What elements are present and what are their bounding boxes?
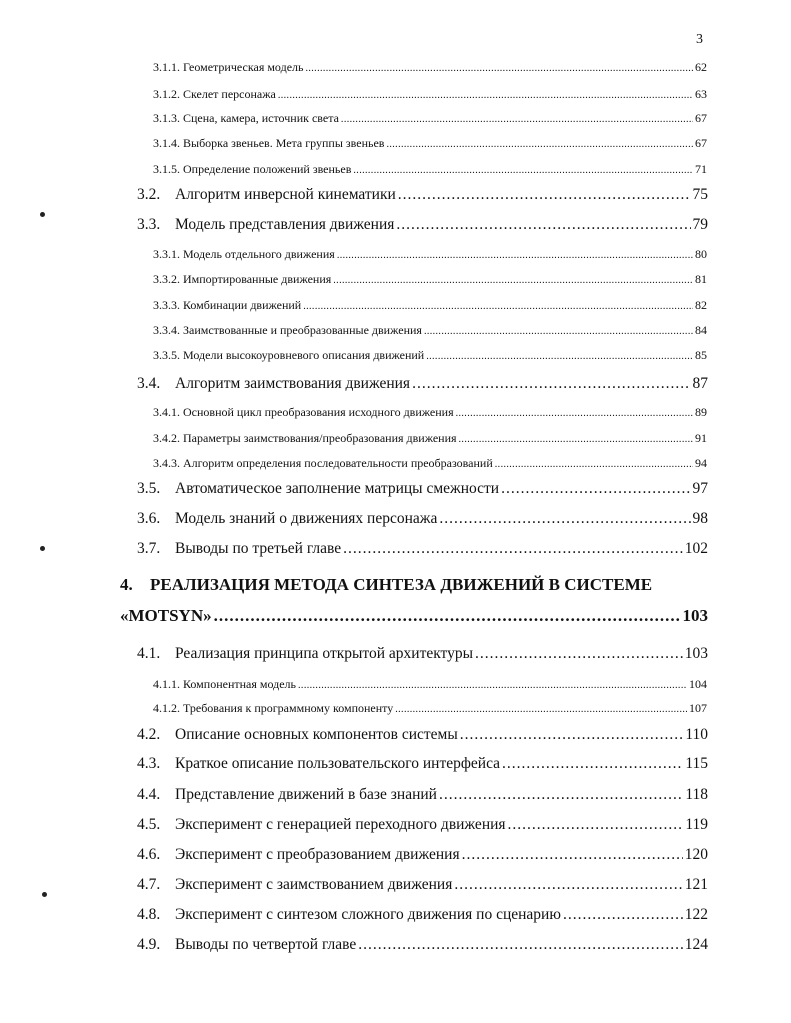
toc-number: 4.1.1. [153, 677, 180, 691]
toc-entry-4-6[interactable] [137, 846, 708, 864]
toc-number: 3.5. [137, 480, 161, 497]
toc-title: Алгоритм определения последовательности преобразований [183, 456, 493, 470]
scan-mark [40, 546, 45, 551]
toc-number: 3.1.5. [153, 162, 180, 176]
toc-number: 4.8. [137, 906, 161, 923]
toc-number: 4.3. [137, 755, 161, 772]
toc-entry-4-1-2[interactable] [153, 701, 707, 716]
toc-number: 3.3.3. [153, 298, 180, 312]
toc-entry-3-5[interactable] [137, 480, 708, 498]
toc-entry-3-4-3[interactable] [153, 456, 707, 471]
toc-page: 89 [695, 405, 707, 419]
toc-title: Геометрическая модель [183, 60, 304, 74]
dot-leader [456, 405, 693, 420]
toc-title: РЕАЛИЗАЦИЯ МЕТОДА СИНТЕЗА ДВИЖЕНИЙ В СИСТЕМЕ [150, 575, 653, 594]
toc-page: 110 [685, 726, 708, 743]
page-number: 3 [696, 32, 703, 47]
toc-number: 3.1.2. [153, 87, 180, 101]
toc-page: 103 [682, 606, 708, 625]
toc-title: Эксперимент с преобразованием движения [175, 846, 460, 863]
toc-entry-3-3-2[interactable] [153, 272, 707, 287]
toc-number: 4.1.2. [153, 701, 180, 715]
toc-title: Выводы по четвертой главе [175, 936, 357, 953]
dot-leader [459, 431, 693, 446]
toc-page: 85 [695, 348, 707, 362]
toc-title: Модели высокоуровневого описания движений [183, 348, 425, 362]
dot-leader [341, 111, 693, 126]
toc-page: 119 [685, 816, 708, 833]
toc-title: Модель отдельного движения [183, 247, 335, 261]
dot-leader [460, 726, 684, 744]
toc-page: 97 [692, 480, 708, 497]
dot-leader [439, 786, 683, 804]
toc-entry-3-1-4[interactable] [153, 136, 707, 151]
toc-number: 3.3.4. [153, 323, 180, 337]
scan-mark [40, 212, 45, 217]
toc-entry-4-5[interactable] [137, 816, 708, 834]
toc-page: 75 [692, 186, 708, 203]
dot-leader [508, 816, 684, 834]
toc-title: Краткое описание пользовательского интерфейса [175, 755, 501, 772]
toc-number: 4.4. [137, 786, 161, 803]
toc-number: 4.7. [137, 876, 161, 893]
toc-title: Представление движений в базе знаний [175, 786, 437, 803]
toc-number: 3.6. [137, 510, 161, 527]
toc-title: Эксперимент с синтезом сложного движения по сценарию [175, 906, 561, 923]
dot-leader [462, 846, 683, 864]
toc-number: 3.3.1. [153, 247, 180, 261]
toc-page: 103 [684, 645, 708, 662]
dot-leader [303, 298, 693, 313]
toc-entry-4[interactable] [120, 606, 708, 626]
toc-number: 3.1.4. [153, 136, 180, 150]
dot-leader [343, 540, 683, 558]
toc-page: 91 [695, 431, 707, 445]
toc-entry-3-1-1[interactable] [153, 60, 707, 75]
toc-title: Эксперимент с генерацией переходного движения [175, 816, 506, 833]
toc-number: 3.3.2. [153, 272, 180, 286]
dot-leader [501, 480, 690, 498]
toc-page: 107 [689, 701, 707, 715]
toc-title: Определение положений звеньев [183, 162, 352, 176]
toc-title: Сцена, камера, источник света [183, 111, 339, 125]
toc-number: 3.1.1. [153, 60, 180, 74]
dot-leader [454, 876, 682, 894]
toc-page: 102 [684, 540, 708, 557]
toc-title: Эксперимент с заимствованием движения [175, 876, 453, 893]
toc-entry-3-1-5[interactable] [153, 162, 707, 177]
toc-page: 124 [684, 936, 708, 953]
toc-number: 4.5. [137, 816, 161, 833]
dot-leader [412, 375, 690, 393]
toc-page: 122 [684, 906, 708, 923]
dot-leader [424, 323, 693, 338]
toc-entry-3-3-3[interactable] [153, 298, 707, 313]
toc-title: Заимствованные и преобразованные движения [183, 323, 422, 337]
toc-title: Компонентная модель [183, 677, 297, 691]
toc-page: 79 [692, 216, 708, 233]
dot-leader [439, 510, 690, 528]
toc-title: Реализация принципа открытой архитектуры [175, 645, 474, 662]
toc-title-continued: «MOTSYN» [120, 606, 212, 625]
dot-leader [386, 136, 693, 151]
toc-number: 3.3.5. [153, 348, 180, 362]
toc-entry-3-4-2[interactable] [153, 431, 707, 446]
toc-page: 84 [695, 323, 707, 337]
toc-page: 71 [695, 162, 707, 176]
toc-page: 80 [695, 247, 707, 261]
toc-entry-4-4[interactable] [137, 786, 708, 804]
toc-entry-3-3-4[interactable] [153, 323, 707, 338]
toc-entry-4-8[interactable] [137, 906, 708, 924]
dot-leader [426, 348, 693, 363]
toc-page: 62 [695, 60, 707, 74]
dot-leader [278, 87, 693, 102]
dot-leader [337, 247, 693, 262]
toc-title: Выборка звеньев. Мета группы звеньев [183, 136, 385, 150]
dot-leader [353, 162, 693, 177]
toc-page: 67 [695, 111, 707, 125]
dot-leader [358, 936, 683, 954]
toc-entry-4-9[interactable] [137, 936, 708, 954]
toc-page: 87 [692, 375, 708, 392]
toc-number: 3.4.1. [153, 405, 180, 419]
toc-page: 67 [695, 136, 707, 150]
toc-number: 3.4.3. [153, 456, 180, 470]
dot-leader [333, 272, 693, 287]
dot-leader [214, 606, 681, 626]
toc-page: 82 [695, 298, 707, 312]
toc-entry-3-2[interactable] [137, 186, 708, 204]
toc-title: Комбинации движений [183, 298, 302, 312]
toc-title: Описание основных компонентов системы [175, 726, 458, 743]
dot-leader [305, 60, 693, 75]
toc-entry-3-4[interactable] [137, 375, 708, 393]
toc-title: Импортированные движения [183, 272, 332, 286]
toc-title: Модель представления движения [175, 216, 395, 233]
toc-title: Алгоритм инверсной кинематики [175, 186, 396, 203]
toc-page: 94 [695, 456, 707, 470]
toc-entry-3-3-1[interactable] [153, 247, 707, 262]
toc-page: 118 [685, 786, 708, 803]
dot-leader [563, 906, 683, 924]
toc-number: 4.2. [137, 726, 161, 743]
toc-title: Модель знаний о движениях персонажа [175, 510, 438, 527]
dot-leader [495, 456, 693, 471]
dot-leader [395, 701, 687, 716]
dot-leader [398, 186, 691, 204]
toc-page: 98 [692, 510, 708, 527]
toc-number: 4.6. [137, 846, 161, 863]
toc-title: Выводы по третьей главе [175, 540, 342, 557]
dot-leader [396, 216, 690, 234]
toc-entry-3-1-3[interactable] [153, 111, 707, 126]
toc-title: Алгоритм заимствования движения [175, 375, 411, 392]
toc-entry-3-1-2[interactable] [153, 87, 707, 102]
toc-entry-3-3-5[interactable] [153, 348, 707, 363]
toc-page: 115 [685, 755, 708, 772]
toc-entry-4-1-1[interactable] [153, 677, 707, 692]
toc-page: 120 [684, 846, 708, 863]
toc-entry-4-2[interactable] [137, 726, 708, 744]
toc-number: 3.3. [137, 216, 161, 233]
toc-number: 4. [120, 575, 133, 594]
toc-page: 81 [695, 272, 707, 286]
toc-number: 3.2. [137, 186, 161, 203]
toc-chapter-4-title[interactable] [120, 575, 652, 595]
scan-mark [42, 892, 47, 897]
toc-entry-4-1[interactable] [137, 645, 708, 663]
toc-title: Автоматическое заполнение матрицы смежности [175, 480, 500, 497]
dot-leader [298, 677, 687, 692]
toc-number: 3.4. [137, 375, 161, 392]
toc-title: Основной цикл преобразования исходного движения [183, 405, 454, 419]
toc-page: 121 [684, 876, 708, 893]
toc-entry-4-7[interactable] [137, 876, 708, 894]
toc-number: 3.4.2. [153, 431, 180, 445]
dot-leader [502, 755, 683, 773]
toc-number: 4.9. [137, 936, 161, 953]
toc-number: 3.1.3. [153, 111, 180, 125]
toc-entry-3-4-1[interactable] [153, 405, 707, 420]
toc-entry-3-6[interactable] [137, 510, 708, 528]
toc-entry-3-7[interactable] [137, 540, 708, 558]
toc-title: Требования к программному компоненту [183, 701, 394, 715]
toc-entry-3-3[interactable] [137, 216, 708, 234]
toc-page: 63 [695, 87, 707, 101]
toc-page: 104 [689, 677, 707, 691]
toc-number: 3.7. [137, 540, 161, 557]
toc-title: Скелет персонажа [183, 87, 276, 101]
toc-title: Параметры заимствования/преобразования движения [183, 431, 457, 445]
toc-number: 4.1. [137, 645, 161, 662]
toc-entry-4-3[interactable] [137, 755, 708, 773]
dot-leader [475, 645, 683, 663]
